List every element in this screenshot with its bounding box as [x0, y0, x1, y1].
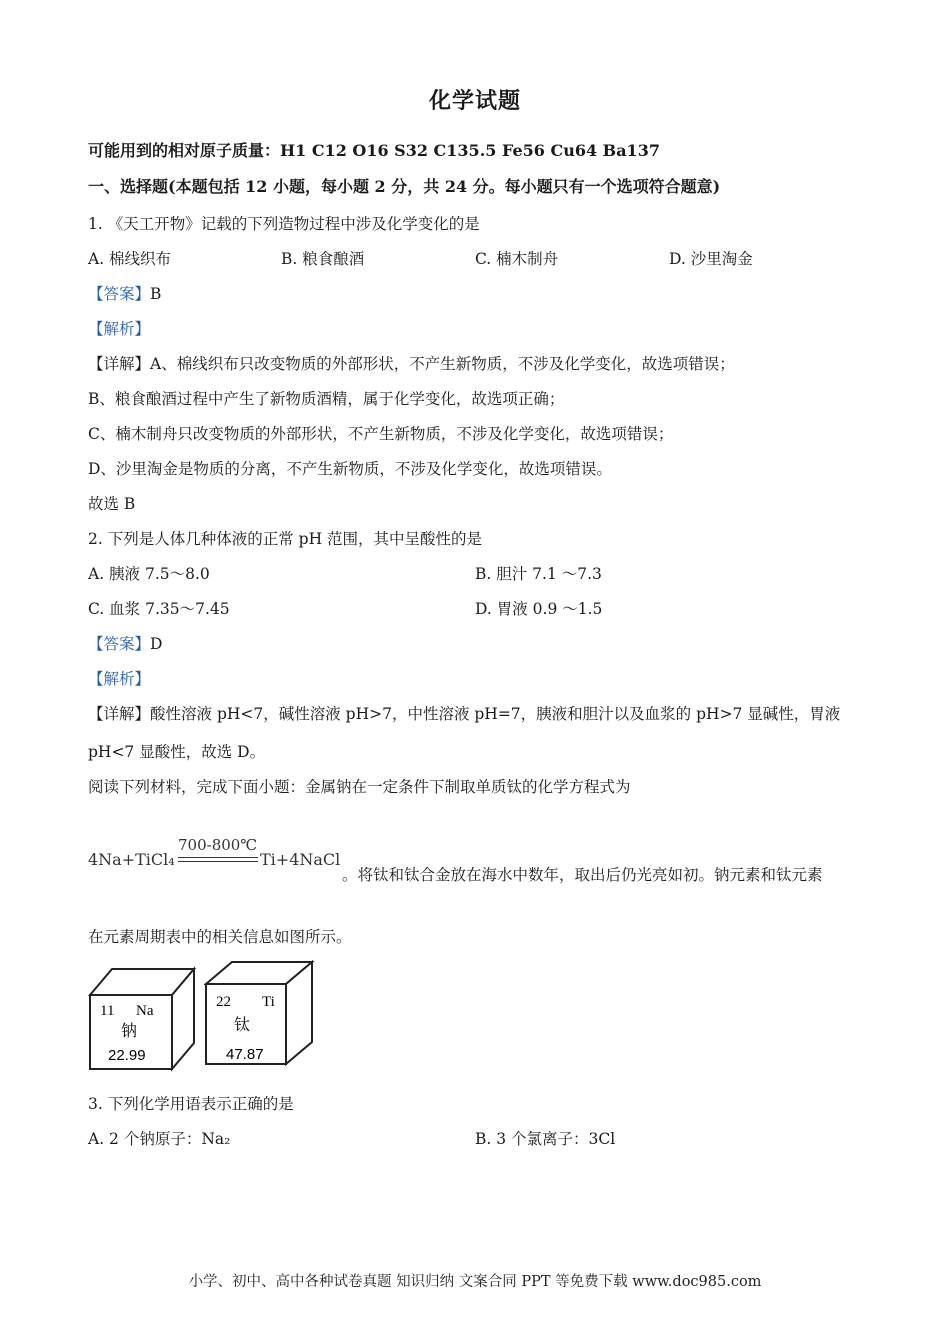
detail-text: A、棉线织布只改变物质的外部形状，不产生新物质，不涉及化学变化，故选项错误； [150, 355, 735, 373]
q1-answer [88, 283, 161, 305]
q3-stem: 3. 下列化学用语表示正确的是 [88, 1095, 294, 1113]
q1-detail-a [88, 353, 735, 375]
sodium-name: 钠 [121, 1021, 138, 1040]
sodium-symbol: Na [136, 1003, 154, 1019]
answer-value: D [150, 635, 163, 653]
q3-option-b: B. 3 个氯离子：3Cl [475, 1130, 616, 1148]
material-text-continued: 。将钛和钛合金放在海水中数年，取出后仍光亮如初。钠元素和钛元素 [342, 866, 823, 884]
titanium-name: 钛 [234, 1015, 251, 1034]
answer-value: B [150, 285, 162, 303]
equation-bar-bottom [178, 861, 258, 862]
q1-option-a: A. 棉线织布 [88, 250, 172, 268]
titanium-number: 22 [216, 994, 231, 1010]
q2-option-c: C. 血浆 7.35～7.45 [88, 600, 230, 618]
sodium-number: 11 [100, 1003, 115, 1019]
equation-products: Ti+4NaCl [260, 850, 341, 869]
page-title: 化学试题 [428, 88, 521, 114]
q1-detail-c: C、楠木制舟只改变物质的外部形状，不产生新物质，不涉及化学变化，故选项错误； [88, 425, 674, 443]
equation-bar-top [178, 857, 258, 858]
detail-text: 酸性溶液 pH<7，碱性溶液 pH>7，中性溶液 pH=7，胰液和胆汁以及血浆的 pH>7 显碱性，胃液 [150, 705, 841, 723]
atomic-masses: 可能用到的相对原子质量：H1 C12 O16 S32 C135.5 Fe56 Cu64 Ba137 [88, 141, 660, 160]
answer-tag: 【答案】 [88, 635, 151, 653]
q2-answer [88, 633, 162, 655]
detail-tag: 【详解】 [88, 705, 151, 723]
sodium-mass: 22.99 [108, 1047, 146, 1064]
q2-stem: 2. 下列是人体几种体液的正常 pH 范围，其中呈酸性的是 [88, 530, 483, 548]
titanium-symbol: Ti [262, 994, 275, 1010]
chemical-equation [88, 836, 358, 876]
detail-tag: 【详解】 [88, 355, 151, 373]
q1-stem: 1. 《天工开物》记载的下列造物过程中涉及化学变化的是 [88, 215, 480, 233]
q1-analysis-tag: 【解析】 [88, 320, 151, 338]
titanium-element-card [204, 960, 316, 1068]
q1-detail-b: B、粮食酿酒过程中产生了新物质酒精，属于化学变化，故选项正确； [88, 390, 565, 408]
q2-detail-1 [88, 703, 840, 725]
q2-option-d: D. 胃液 0.9 ～1.5 [475, 600, 603, 618]
q1-conclusion: 故选 B [88, 495, 136, 513]
q1-option-c: C. 楠木制舟 [475, 250, 559, 268]
equation-reactants: 4Na+TiCl₄ [88, 850, 175, 869]
q2-detail-2: pH<7 显酸性，故选 D。 [88, 743, 266, 761]
q1-option-d: D. 沙里淘金 [669, 250, 753, 268]
section-heading: 一、选择题(本题包括 12 小题，每小题 2 分，共 24 分。每小题只有一个选项符合题意) [88, 177, 721, 196]
q3-option-a: A. 2 个钠原子：Na₂ [88, 1130, 231, 1148]
page-footer: 小学、初中、高中各种试卷真题 知识归纳 文案合同 PPT 等免费下载 www.doc985.com [188, 1274, 762, 1290]
q2-analysis-tag: 【解析】 [88, 670, 151, 688]
titanium-mass: 47.87 [226, 1046, 264, 1063]
q1-option-b: B. 粮食酿酒 [281, 250, 365, 268]
material-intro: 阅读下列材料，完成下面小题：金属钠在一定条件下制取单质钛的化学方程式为 [88, 778, 631, 796]
q2-option-a: A. 胰液 7.5～8.0 [88, 565, 210, 583]
sodium-element-card [88, 965, 198, 1073]
answer-tag: 【答案】 [88, 285, 151, 303]
material-line-2: 在元素周期表中的相关信息如图所示。 [88, 928, 352, 946]
q1-detail-d: D、沙里淘金是物质的分离，不产生新物质，不涉及化学变化，故选项错误。 [88, 460, 612, 478]
equation-condition: 700-800℃ [178, 836, 258, 854]
q2-option-b: B. 胆汁 7.1 ～7.3 [475, 565, 602, 583]
